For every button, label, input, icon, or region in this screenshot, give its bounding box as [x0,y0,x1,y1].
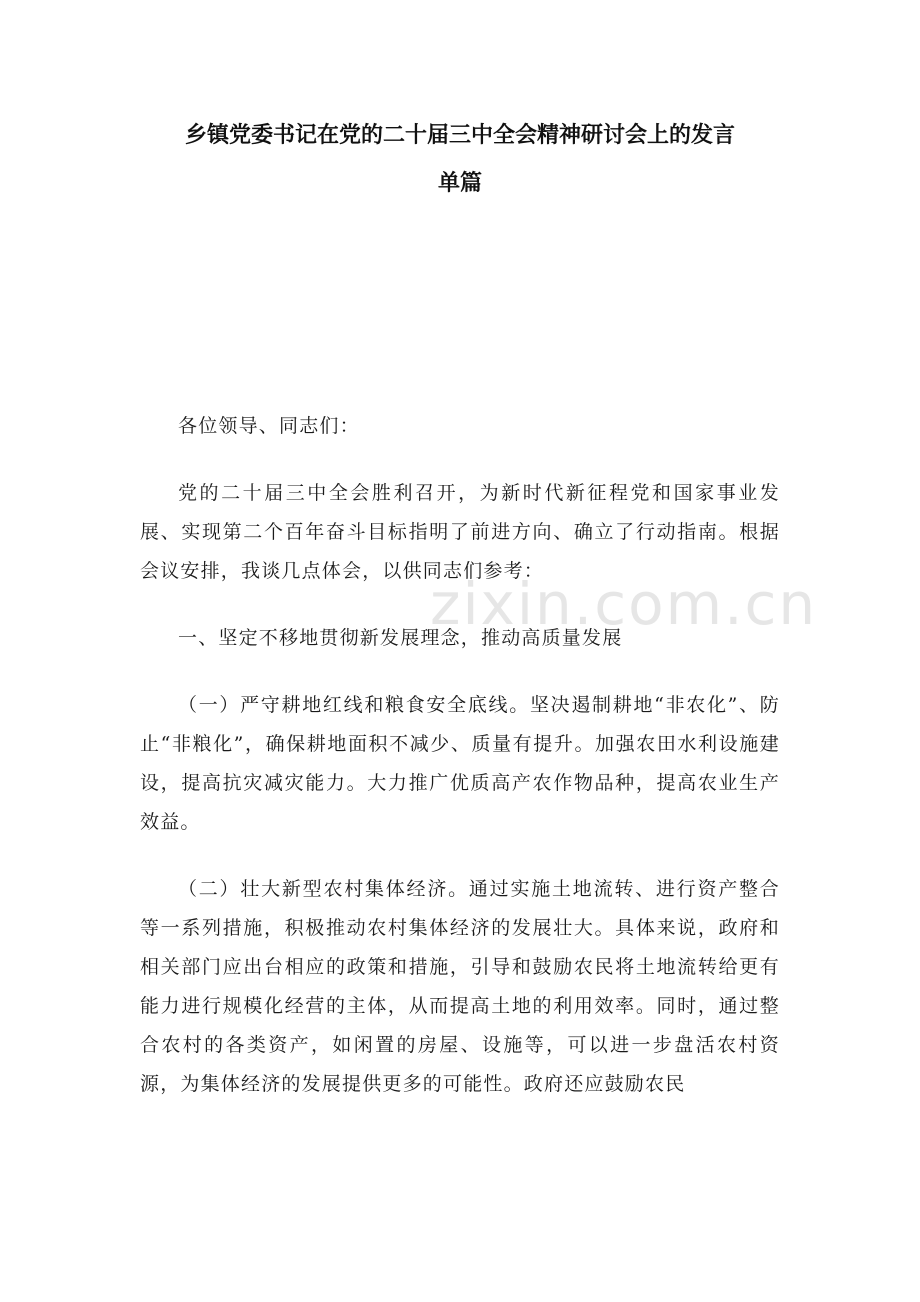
subsection-paragraph-1: （一）严守耕地红线和粮食安全底线。坚决遏制耕地“非农化”、防止“非粮化”，确保耕地面积不减少、质量有提升。加强农田水利设施建设，提高抗灾减灾能力。大力推广优质高产农作物品种，提高农业生产效益。 [140,694,780,833]
title-line-2: 单篇 [437,171,482,196]
document-title [120,112,800,208]
intro-paragraph: 党的二十届三中全会胜利召开，为新时代新征程党和国家事业发展、实现第二个百年奋斗目标指明了前进方向、确立了行动指南。根据会议安排，我谈几点体会，以供同志们参考： [140,482,780,582]
document-body [140,407,780,1132]
watermark: zixin.com.cn [430,570,818,638]
subsection-paragraph-2: （二）壮大新型农村集体经济。通过实施土地流转、进行资产整合等一系列措施，积极推动农村集体经济的发展壮大。具体来说，政府和相关部门应出台相应的政策和措施，引导和鼓励农民将土地流转给更有能力进行规模化经营的主体，从而提高土地的利用效率。同时，通过整合农村的各类资产，如闲置的房屋、设施等，可以进一步盘活农村资源，为集体经济的发展提供更多的可能性。政府还应鼓励农民 [140,878,780,1095]
title-line-1: 乡镇党委书记在党的二十届三中全会精神研讨会上的发言 [184,123,735,148]
section-heading-1: 一、坚定不移地贯彻新发展理念，推动高质量发展 [178,627,623,649]
salutation: 各位领导、同志们： [178,415,360,437]
